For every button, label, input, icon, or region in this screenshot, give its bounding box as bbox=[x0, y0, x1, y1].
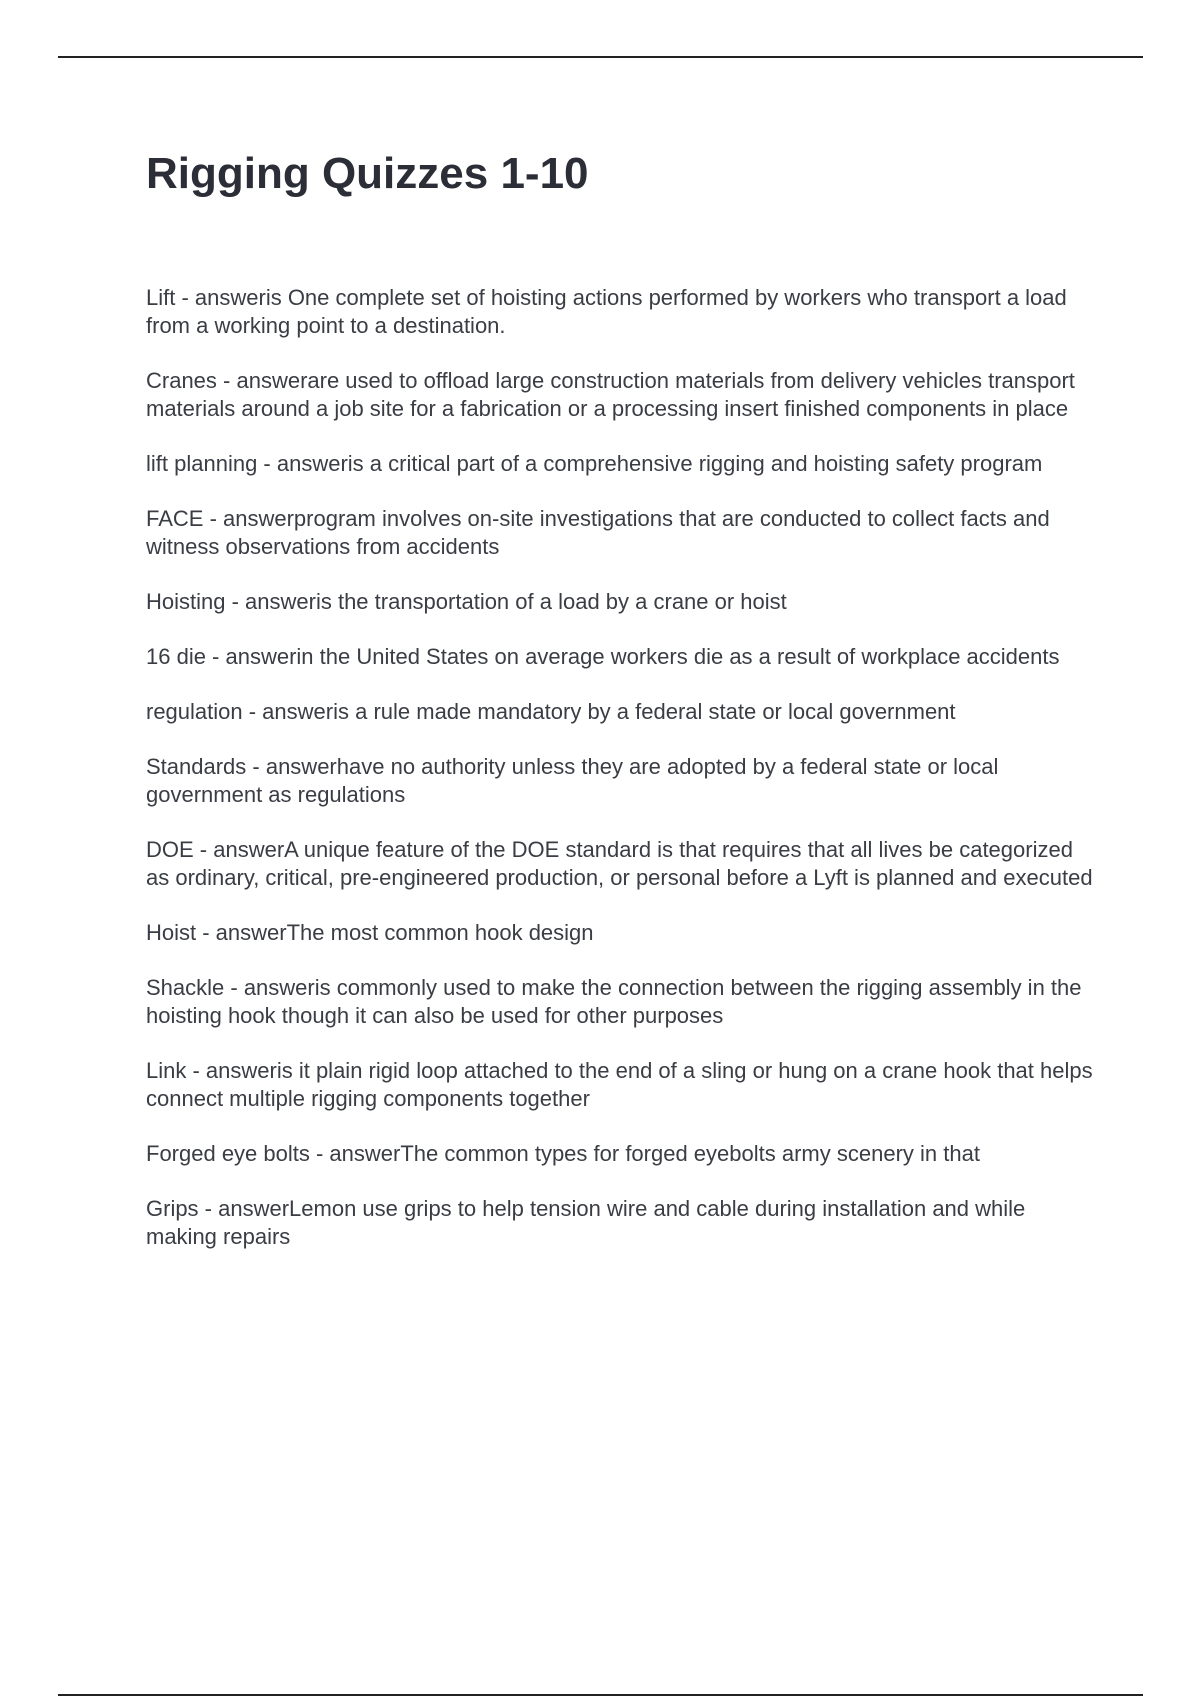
entry-16-die: 16 die - answerin the United States on average workers die as a result of workplace accidents bbox=[146, 644, 1060, 669]
entry-lift: Lift - answeris One complete set of hoisting actions performed by workers who transport a load from a working point to a destination. bbox=[146, 285, 1067, 338]
entry-grips: Grips - answerLemon use grips to help tension wire and cable during installation and while making repairs bbox=[146, 1196, 1026, 1249]
entry-list bbox=[146, 284, 1096, 1278]
entry-lift-planning: lift planning - answeris a critical part of a comprehensive rigging and hoisting safety program bbox=[146, 451, 1043, 476]
entry-hoisting: Hoisting - answeris the transportation of a load by a crane or hoist bbox=[146, 589, 787, 614]
entry-doe: DOE - answerA unique feature of the DOE standard is that requires that all lives be categorized as ordinary, critical, pre-engineered production, or personal before a Lyft is planned and executed bbox=[146, 837, 1093, 890]
entry-standards: Standards - answerhave no authority unless they are adopted by a federal state or local government as regulations bbox=[146, 754, 999, 807]
entry-forged-eye-bolts: Forged eye bolts - answerThe common types for forged eyebolts army scenery in that bbox=[146, 1141, 980, 1166]
entry-face: FACE - answerprogram involves on-site investigations that are conducted to collect facts and witness observations from accidents bbox=[146, 506, 1050, 559]
top-divider bbox=[58, 56, 1143, 58]
entry-regulation: regulation - answeris a rule made mandatory by a federal state or local government bbox=[146, 699, 956, 724]
entry-cranes: Cranes - answerare used to offload large construction materials from delivery vehicles transport materials around a job site for a fabrication or a processing insert finished components in place bbox=[146, 368, 1075, 421]
entry-hoist: Hoist - answerThe most common hook design bbox=[146, 920, 594, 945]
document-title: Rigging Quizzes 1-10 bbox=[146, 149, 589, 198]
bottom-divider bbox=[58, 1694, 1143, 1696]
entry-link: Link - answeris it plain rigid loop attached to the end of a sling or hung on a crane hook that helps connect multiple rigging components together bbox=[146, 1058, 1093, 1111]
entry-shackle: Shackle - answeris commonly used to make the connection between the rigging assembly in the hoisting hook though it can also be used for other purposes bbox=[146, 975, 1082, 1028]
